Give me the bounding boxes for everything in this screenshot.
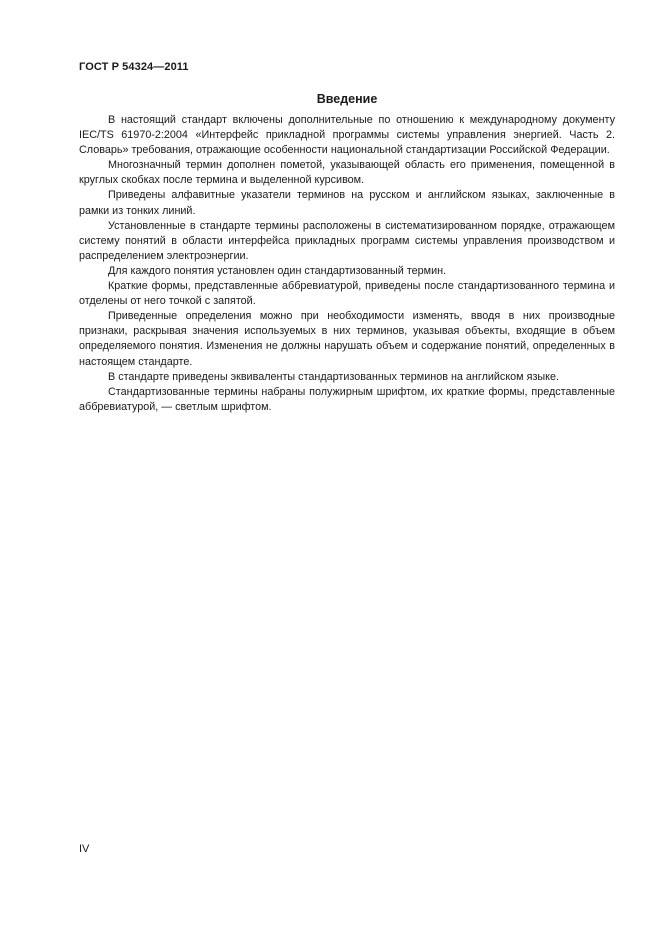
- paragraph: Приведены алфавитные указатели терминов на русском и английском языках, заключенные в рамки из тонких линий.: [79, 189, 615, 217]
- page-number: IV: [79, 843, 90, 855]
- paragraph: В настоящий стандарт включены дополнительные по отношению к международному документу IEC/TS 61970-2:2004 «Интерфейс прикладной программы системы управления энергией. Часть 2. Словарь» требования, отражающие особенности национальной стандартизации Российской Федерации.: [79, 114, 615, 157]
- document-code: ГОСТ Р 54324—2011: [79, 61, 189, 73]
- paragraph: В стандарте приведены эквиваленты стандартизованных терминов на английском языке.: [108, 370, 560, 383]
- paragraph: Стандартизованные термины набраны полужирным шрифтом, их краткие формы, представленные аббревиатурой, — светлым шрифтом.: [79, 385, 615, 413]
- paragraph: Установленные в стандарте термины расположены в систематизированном порядке, отражающем систему понятий в области интерфейса прикладных программ системы управления производством и распределением электроэнергии.: [79, 219, 615, 262]
- paragraph: Для каждого понятия установлен один стандартизованный термин.: [108, 264, 447, 277]
- paragraph: Приведенные определения можно при необходимости изменять, вводя в них производные признаки, раскрывая значения используемых в них терминов, указывая объекты, входящие в объем определяемого понятия. Изменения не должны нарушать объем и содержание понятий, определенных в настоящем стандарте.: [79, 310, 615, 368]
- section-title: Введение: [316, 92, 378, 106]
- body-text: [79, 113, 615, 415]
- paragraph: Краткие формы, представленные аббревиатурой, приведены после стандартизованного термина и отделены от него точкой с запятой.: [79, 280, 615, 308]
- paragraph: Многозначный термин дополнен пометой, указывающей область его применения, помещенной в круглых скобках после термина и выделенной курсивом.: [79, 159, 615, 187]
